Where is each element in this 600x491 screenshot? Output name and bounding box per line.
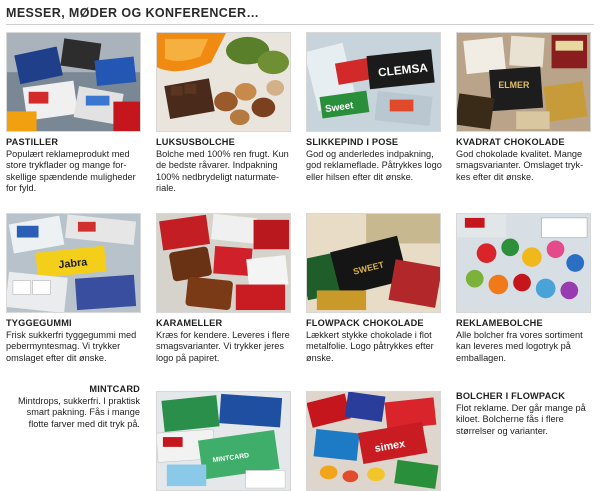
sweet-package-text: Sweet — [324, 100, 355, 116]
product-desc: Flot reklame. Der går mange på kiloet. Bolcherne fås i flere størrelser og varianter. — [456, 402, 586, 436]
product-desc: Kræs for kendere. Leveres i flere smagsvarianter. Vi trykker jeres logo på papiret. — [156, 329, 290, 363]
product-name: KVADRAT CHOKOLADE — [456, 137, 565, 147]
mintcard-description — [10, 384, 140, 430]
luksusbolche-photo — [156, 32, 291, 132]
flowpack-chokolade-photo — [306, 213, 441, 313]
tyggegummi-description — [6, 318, 144, 364]
product-name: LUKSUSBOLCHE — [156, 137, 235, 147]
clemsa-package-text: CLEMSA — [377, 61, 429, 80]
reklamebolche-description — [456, 318, 594, 364]
title-divider — [6, 24, 594, 25]
product-name: KARAMELLER — [156, 318, 223, 328]
luksusbolche-description — [156, 137, 294, 195]
mintcard-package-text: MINTCARD — [212, 452, 250, 465]
pastiller-description — [6, 137, 144, 195]
product-name: TYGGEGUMMI — [6, 318, 72, 328]
product-name: BOLCHER I FLOWPACK — [456, 391, 566, 401]
product-desc: Lækkert stykke chokolade i flot metalfolie. Logo påtrykkes efter ønske. — [306, 329, 434, 363]
mintcard-photo — [156, 391, 291, 491]
page-title: MESSER, MØDER OG KONFERENCER… — [6, 6, 260, 20]
flowpack-chokolade-description — [306, 318, 444, 364]
bolcher-flowpack-description — [456, 391, 596, 437]
kvadrat-chokolade-photo — [456, 32, 591, 132]
product-desc: Mintdrops, sukkerfri. I praktisk smart pakning. Fås i mange flotte farver med dit tryk på. — [17, 395, 140, 429]
product-name: PASTILLER — [6, 137, 59, 147]
product-desc: God og anderledes indpakning, god reklameflade. Påtrykkes logo eller hilsen efter dit ønske. — [306, 148, 442, 182]
product-desc: Populært reklameprodukt med store trykflader og mange for- skellige spændende muligheder for fyld. — [6, 148, 136, 194]
pastiller-photo — [6, 32, 141, 132]
product-name: SLIKKEPIND I POSE — [306, 137, 399, 147]
jabra-package-text: Jabra — [57, 256, 88, 272]
simex-package-text: simex — [373, 437, 407, 455]
kvadrat-chokolade-description — [456, 137, 594, 183]
product-desc: Bolche med 100% ren frugt. Kun de bedste råvarer. Indpakning 100% nedbrydeligt naturmate- riale. — [156, 148, 289, 194]
karameller-photo — [156, 213, 291, 313]
product-desc: Alle bolcher fra vores sortiment kan leveres med logotryk på emballagen. — [456, 329, 583, 363]
karameller-description — [156, 318, 294, 364]
product-desc: Frisk sukkerfri tyggegummi med pebermyntesmag. Vi trykker omslaget efter dit ønske. — [6, 329, 137, 363]
sweet-flowpack-text: SWEET — [352, 259, 386, 277]
product-name: MINTCARD — [89, 384, 140, 394]
elmer-package-text: ELMER — [498, 79, 530, 90]
tyggegummi-photo — [6, 213, 141, 313]
product-desc: God chokolade kvalitet. Mange smagsvarianter. Omslaget tryk- kes efter dit ønske. — [456, 148, 584, 182]
product-name: FLOWPACK CHOKOLADE — [306, 318, 424, 328]
reklamebolche-photo — [456, 213, 591, 313]
slikkepind-photo — [306, 32, 441, 132]
bolcher-flowpack-photo — [306, 391, 441, 491]
slikkepind-description — [306, 137, 444, 183]
product-name: REKLAMEBOLCHE — [456, 318, 543, 328]
